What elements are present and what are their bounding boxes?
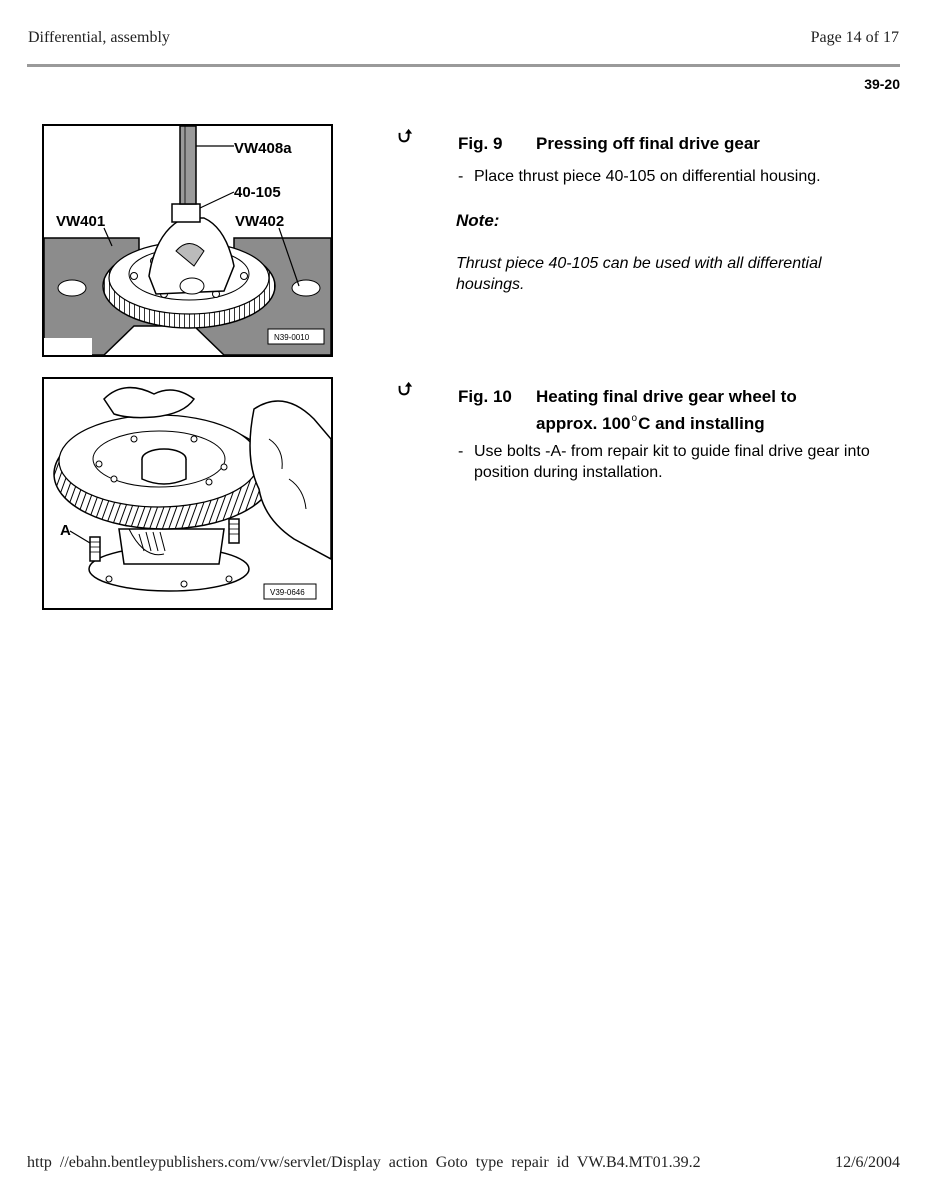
fig9-image-id: N39-0010 — [274, 333, 310, 342]
label-vw402: VW402 — [235, 213, 285, 230]
label-a: A — [60, 522, 71, 539]
fig10-number: Fig. 10 — [458, 387, 512, 406]
fig9-step-text: Place thrust piece 40-105 on differential housing. — [474, 168, 821, 185]
fig9-title — [458, 133, 760, 155]
fig10-caption-line2b: C and installing — [638, 414, 765, 433]
page-number: Page 14 of 17 — [810, 29, 899, 46]
fig9-step: - Place thrust piece 40-105 on differential housing. — [458, 166, 888, 187]
degree-symbol: o — [631, 413, 638, 424]
document-title: Differential, assembly — [28, 29, 170, 46]
fig10-caption-line1: Heating final drive gear wheel to — [536, 387, 797, 406]
note-text: Thrust piece 40-105 can be used with all differential housings. — [456, 255, 822, 293]
fig10-pointer-icon: ⮍ — [398, 379, 413, 399]
fig9-number: Fig. 9 — [458, 134, 503, 153]
fig9-illustration — [42, 124, 333, 357]
fig9-pointer-icon: ⮍ — [398, 126, 413, 146]
fig10-step: - Use bolts -A- from repair kit to guide final drive gear into position during installation. — [458, 441, 888, 483]
fig10-illustration — [42, 377, 333, 610]
label-40-105: 40-105 — [234, 184, 281, 201]
label-vw401: VW401 — [56, 213, 106, 230]
header-divider — [27, 64, 900, 67]
footer-url: http //ebahn.bentleypublishers.com/vw/servlet/Display action Goto type repair id VW.B4.MT01.39.2 — [27, 1154, 701, 1171]
footer-date: 12/6/2004 — [835, 1154, 900, 1171]
section-number: 39-20 — [864, 76, 900, 92]
fig10-title — [458, 386, 797, 435]
fig10-image-id: V39-0646 — [270, 588, 305, 597]
note-label: Note: — [456, 211, 500, 230]
fig9-caption: Pressing off final drive gear — [536, 134, 760, 153]
fig10-step-text: Use bolts -A- from repair kit to guide final drive gear into position during installation. — [474, 443, 870, 481]
fig10-caption-line2a: approx. 100 — [536, 414, 631, 433]
label-vw408a: VW408a — [234, 140, 292, 157]
